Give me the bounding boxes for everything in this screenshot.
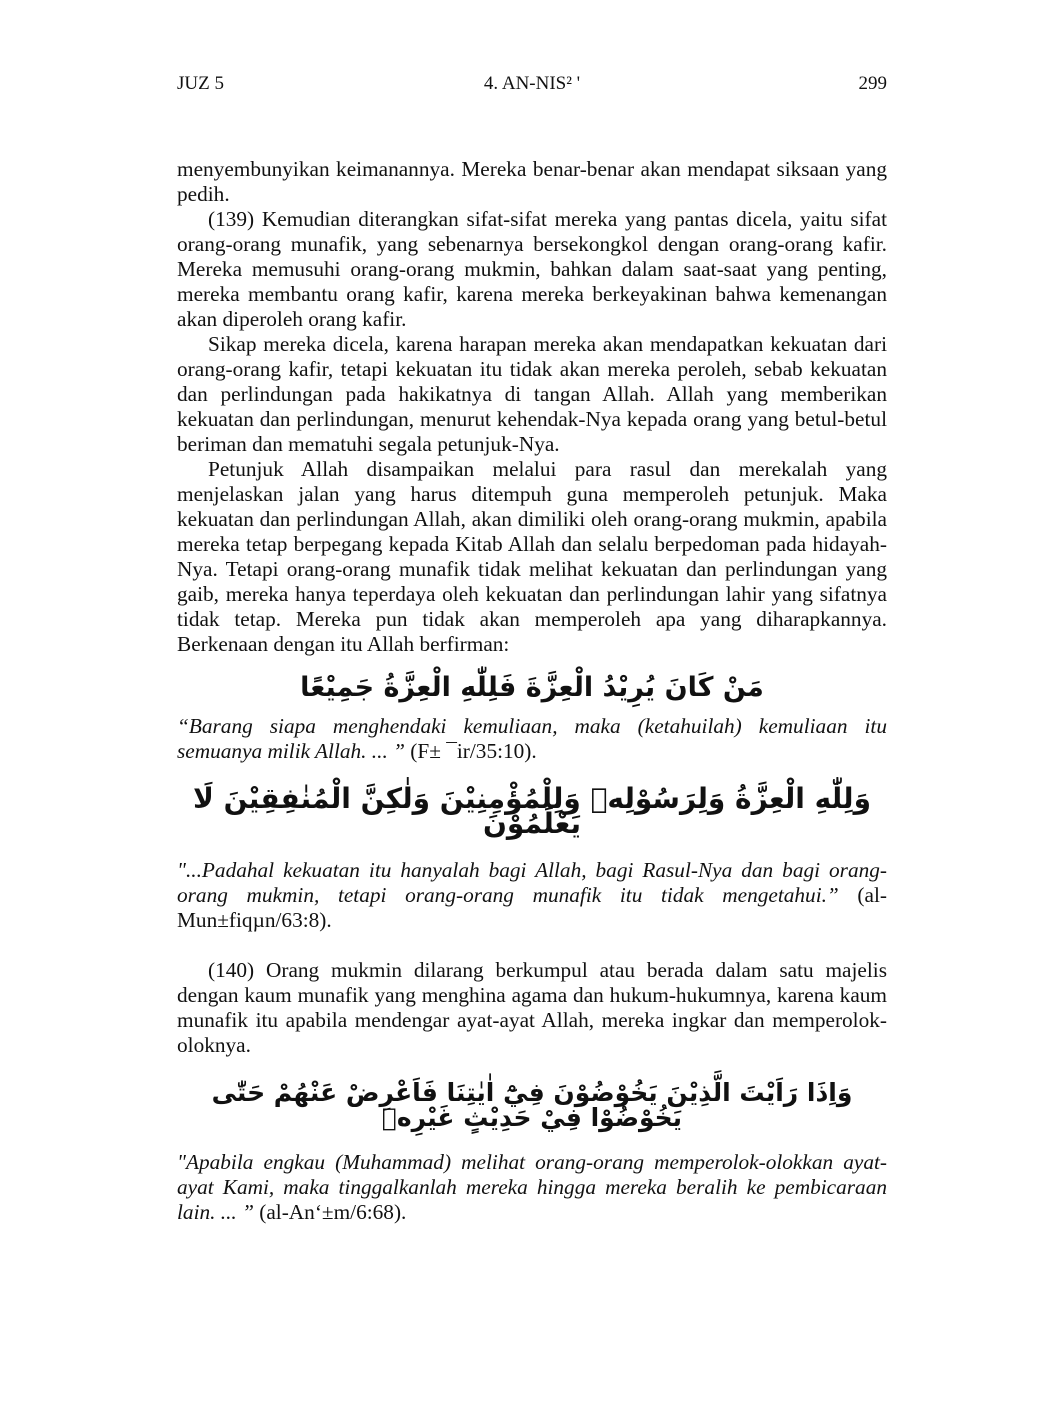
arabic-verse-fatir: مَنْ كَانَ يُرِيْدُ الْعِزَّةَ فَلِلّٰهِ الْعِزَّةُ جَمِيْعًا (300, 672, 764, 703)
translation-text: "...Padahal kekuatan itu hanyalah bagi Allah, bagi Rasul-Nya dan bagi orang-orang mukmin, tetapi orang-orang munafik itu tidak mengetahui.” (177, 858, 887, 907)
paragraph-continuation: menyembunyikan keimanannya. Mereka benar-benar akan mendapat siksaan yang pedih. (177, 157, 887, 206)
page-body (177, 157, 887, 1225)
surah-title: 4. AN-NIS² ' (483, 73, 581, 94)
page-header (177, 73, 887, 101)
paragraph-139: (139) Kemudian diterangkan sifat-sifat mereka yang pantas dicela, yaitu sifat orang-orang munafik, yang sebenarnya bersekongkol dengan orang-orang kafir. Mereka memusuhi orang-orang mukmin, bahkan dalam saat-saat yang penting, mereka membantu orang kafir, karena mereka berkeyakinan bahwa kemenangan akan diperoleh orang kafir. (177, 207, 887, 331)
translation-munafiqun (177, 858, 887, 933)
verse-reference: (F± ¯ir/35:10). (404, 739, 537, 763)
juz-label: JUZ 5 (177, 73, 224, 94)
paragraph-140: (140) Orang mukmin dilarang berkumpul atau berada dalam satu majelis dengan kaum munafik yang menghina agama dan hukum-hukumnya, karena kaum munafik itu apabila mendengar ayat-ayat Allah, mereka ingkar dan memperolok-oloknya. (177, 958, 887, 1057)
arabic-verse-munafiqun: وَلِلّٰهِ الْعِزَّةُ وَلِرَسُوْلِهٖ وَلِلْمُؤْمِنِيْنَ وَلٰكِنَّ الْمُنٰفِقِيْنَ لَا يَعْلَمُوْنَ (193, 782, 871, 840)
translation-text: "Apabila engkau (Muhammad) melihat orang-orang memperolok-olokkan ayat-ayat Kami, maka tinggalkanlah mereka hingga mereka beralih ke pembicaraan lain. ... ” (177, 1150, 887, 1224)
translation-anam (177, 1150, 887, 1225)
paragraph-sikap: Sikap mereka dicela, karena harapan mereka akan mendapatkan kekuatan dari orang-orang kafir, tetapi kekuatan itu tidak akan mereka peroleh, sebab kekuatan dan perlindungan pada hakikatnya di tangan Allah. Allah yang memberikan kekuatan dan perlindungan, menurut kehendak-Nya kepada orang yang betul-betul beriman dan mematuhi segala petunjuk-Nya. (177, 332, 887, 456)
paragraph-petunjuk: Petunjuk Allah disampaikan melalui para rasul dan merekalah yang menjelaskan jalan yang harus ditempuh guna memperoleh petunjuk. Maka kekuatan dan perlindungan Allah, akan dimiliki oleh orang-orang mukmin, apabila mereka tetap berpegang kepada Kitab Allah dan selalu berpedoman pada hidayah-Nya. Tetapi orang-orang munafik tidak melihat kekuatan dan perlindungan yang gaib, mereka hanya teperdaya oleh kekuatan dan perlindungan lahir yang sifatnya tidak tetap. Mereka pun tidak akan memperoleh apa yang diharapkannya. Berkenaan dengan itu Allah berfirman: (177, 457, 887, 656)
translation-text: “Barang siapa menghendaki kemuliaan, maka (ketahuilah) kemuliaan itu semuanya milik Allah. ... ” (177, 714, 887, 763)
verse-reference: (al-An‘±m/6:68). (253, 1200, 407, 1224)
verse-reference: (al-Mun±fiqµn/63:8). (177, 883, 887, 932)
arabic-verse-anam: وَاِذَا رَاَيْتَ الَّذِيْنَ يَخُوْضُوْنَ فِيْٓ اٰيٰتِنَا فَاَعْرِضْ عَنْهُمْ حَتّٰى يَخُوْضُوْا فِيْ حَدِيْثٍ غَيْرِهٖ (211, 1078, 853, 1132)
translation-fatir (177, 714, 887, 764)
page-number: 299 (858, 73, 887, 94)
